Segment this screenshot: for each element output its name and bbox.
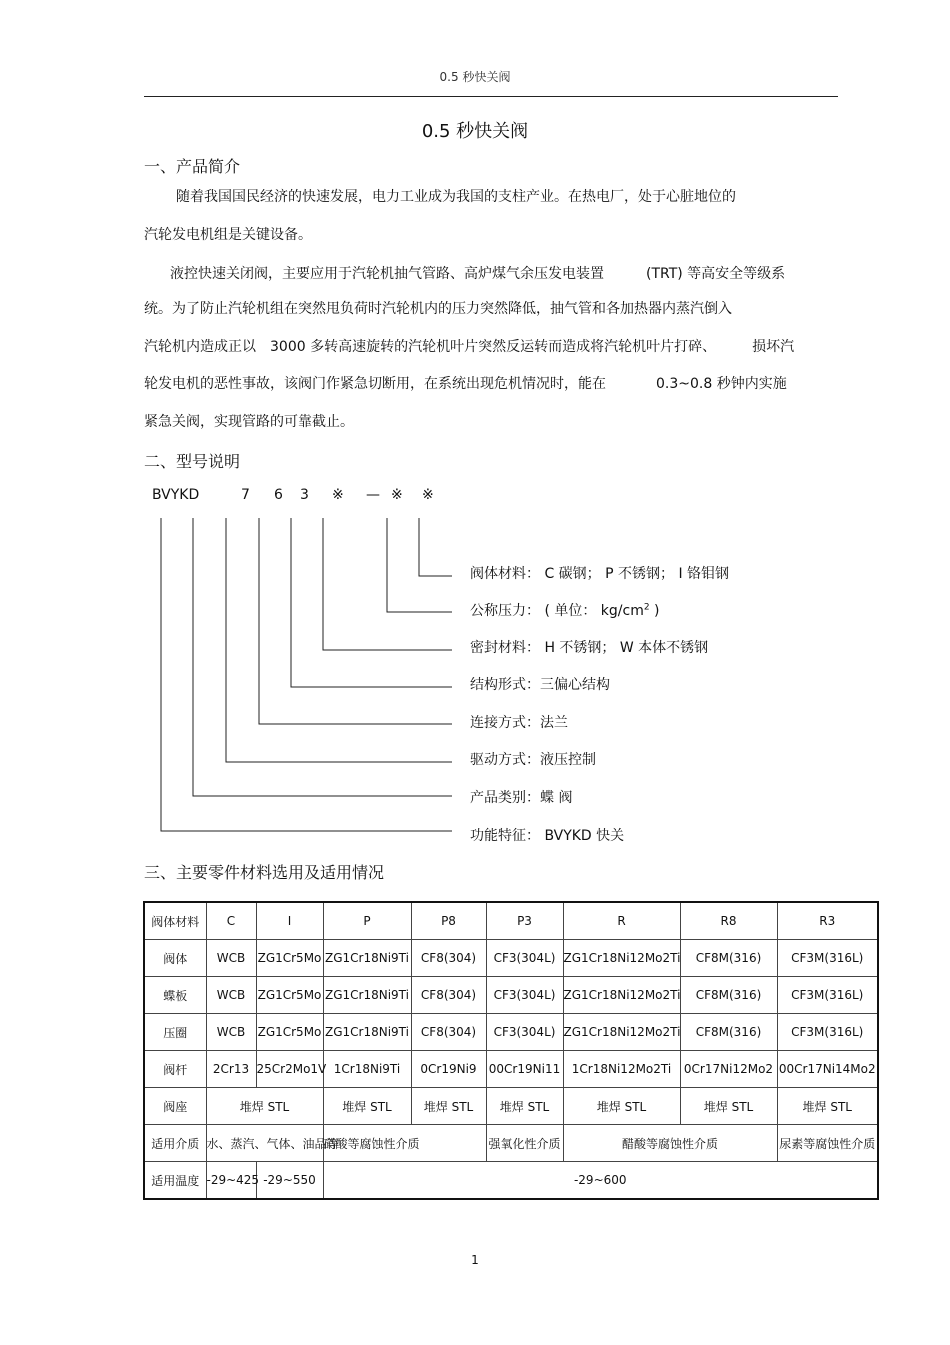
table-cell: 25Cr2Mo1V bbox=[256, 1051, 323, 1088]
table-cell: -29~600 bbox=[323, 1162, 878, 1200]
model-code-digit: 6 bbox=[274, 487, 283, 503]
model-code-digit: 7 bbox=[241, 487, 250, 503]
table-cell: CF3(304L) bbox=[486, 1014, 563, 1051]
paragraph-line: 紧急关阀，实现管路的可靠截止。 bbox=[144, 414, 354, 430]
table-cell: CF3(304L) bbox=[486, 977, 563, 1014]
table-cell: 2Cr13 bbox=[206, 1051, 256, 1088]
model-code-placeholder: ※ bbox=[391, 487, 403, 503]
table-cell: ZG1Cr18Ni12Mo2Ti bbox=[563, 940, 680, 977]
table-cell: CF3M(316L) bbox=[777, 977, 878, 1014]
table-cell: CF8M(316) bbox=[680, 977, 777, 1014]
label-text: 公称压力： ( 单位： kg/cm bbox=[470, 603, 644, 619]
model-code-digit: 3 bbox=[300, 487, 309, 503]
table-cell: ZG1Cr18Ni9Ti bbox=[323, 940, 411, 977]
document-title: 0.5 秒快关阀 bbox=[421, 121, 529, 142]
table-header-cell: R8 bbox=[680, 902, 777, 940]
table-cell: 阀体 bbox=[144, 940, 206, 977]
table-cell: ZG1Cr18Ni12Mo2Ti bbox=[563, 1014, 680, 1051]
table-row-temperature bbox=[144, 1162, 878, 1200]
leader-line-body-material bbox=[419, 518, 452, 576]
table-cell: 1Cr18Ni12Mo2Ti bbox=[563, 1051, 680, 1088]
table-row-medium bbox=[144, 1125, 878, 1162]
table-header-cell: P8 bbox=[411, 902, 486, 940]
model-code-placeholder: ※ bbox=[332, 487, 344, 503]
intro-paragraph-line: 汽轮发电机组是关键设备。 bbox=[144, 227, 312, 243]
label-nominal-pressure bbox=[470, 600, 660, 620]
table-cell: -29~425 bbox=[206, 1162, 256, 1200]
model-code-prefix: BVYKD bbox=[152, 487, 200, 503]
table-cell: 蝶板 bbox=[144, 977, 206, 1014]
superscript: 2 bbox=[643, 602, 650, 613]
table-row bbox=[144, 1014, 878, 1051]
leader-line-connection bbox=[259, 518, 452, 724]
table-cell: 堆焊 STL bbox=[563, 1088, 680, 1125]
table-cell: ZG1Cr5Mo bbox=[256, 977, 323, 1014]
table-cell: CF3M(316L) bbox=[777, 940, 878, 977]
table-cell: ZG1Cr18Ni9Ti bbox=[323, 1014, 411, 1051]
table-row bbox=[144, 1051, 878, 1088]
running-header: 0.5 秒快关阀 bbox=[439, 70, 511, 84]
table-row-seat bbox=[144, 1088, 878, 1125]
table-cell: 醋酸等腐蚀性介质 bbox=[563, 1125, 777, 1162]
table-cell: ZG1Cr5Mo bbox=[256, 940, 323, 977]
text-run: 液控快速关闭阀，主要应用于汽轮机抽气管路、高炉煤气余压发电装置 bbox=[170, 266, 604, 282]
table-cell: 0Cr17Ni12Mo2 bbox=[680, 1051, 777, 1088]
table-cell: CF8(304) bbox=[411, 1014, 486, 1051]
table-header-cell: P3 bbox=[486, 902, 563, 940]
table-cell: 尿素等腐蚀性介质 bbox=[777, 1125, 878, 1162]
table-header-cell: R3 bbox=[777, 902, 878, 940]
section-heading-intro: 一、产品简介 bbox=[144, 157, 241, 176]
table-cell: CF8M(316) bbox=[680, 940, 777, 977]
text-run: 损坏汽 bbox=[752, 339, 795, 355]
table-row bbox=[144, 940, 878, 977]
table-cell: 堆焊 STL bbox=[411, 1088, 486, 1125]
table-cell: 阀座 bbox=[144, 1088, 206, 1125]
table-cell: WCB bbox=[206, 1014, 256, 1051]
leader-line-structure bbox=[291, 518, 452, 687]
label-seal-material: 密封材料： H 不锈钢； W 本体不锈钢 bbox=[470, 640, 709, 656]
table-cell: CF8(304) bbox=[411, 940, 486, 977]
section-heading-model: 二、型号说明 bbox=[144, 452, 241, 471]
label-tail: ) bbox=[649, 603, 660, 619]
model-code-dash: — bbox=[366, 487, 380, 503]
model-code-placeholder: ※ bbox=[422, 487, 434, 503]
table-cell: WCB bbox=[206, 977, 256, 1014]
table-cell: 水、蒸汽、气体、油品等 bbox=[206, 1125, 323, 1162]
table-header-cell: P bbox=[323, 902, 411, 940]
table-cell: CF8(304) bbox=[411, 977, 486, 1014]
paragraph-line: 统。为了防止汽轮机组在突然甩负荷时汽轮机内的压力突然降低，抽气管和各加热器内蒸汽倒入 bbox=[144, 301, 732, 317]
table-header-cell: 阀体材料 bbox=[144, 902, 206, 940]
table-header-cell: C bbox=[206, 902, 256, 940]
table-cell: 堆焊 STL bbox=[680, 1088, 777, 1125]
table-cell: 1Cr18Ni9Ti bbox=[323, 1051, 411, 1088]
table-cell: 堆焊 STL bbox=[777, 1088, 878, 1125]
table-cell: CF8M(316) bbox=[680, 1014, 777, 1051]
table-cell: ZG1Cr5Mo bbox=[256, 1014, 323, 1051]
table-cell: 0Cr19Ni9 bbox=[411, 1051, 486, 1088]
table-cell: 适用温度 bbox=[144, 1162, 206, 1200]
table-cell: 00Cr17Ni14Mo2 bbox=[777, 1051, 878, 1088]
table-cell: 堆焊 STL bbox=[486, 1088, 563, 1125]
label-connection: 连接方式：法兰 bbox=[470, 715, 568, 731]
text-run: (TRT) 等高安全等级系 bbox=[646, 266, 786, 282]
table-cell: ZG1Cr18Ni9Ti bbox=[323, 977, 411, 1014]
label-category: 产品类别：蝶 阀 bbox=[470, 790, 573, 806]
label-body-material: 阀体材料： C 碳钢； P 不锈钢； I 铬钼钢 bbox=[470, 566, 730, 582]
table-header-cell: R bbox=[563, 902, 680, 940]
table-header-cell: I bbox=[256, 902, 323, 940]
label-drive: 驱动方式：液压控制 bbox=[470, 752, 596, 768]
leader-line-function bbox=[161, 518, 452, 831]
table-cell: 压圈 bbox=[144, 1014, 206, 1051]
intro-paragraph-line: 随着我国国民经济的快速发展，电力工业成为我国的支柱产业。在热电厂，处于心脏地位的 bbox=[176, 189, 736, 205]
table-cell: 00Cr19Ni11 bbox=[486, 1051, 563, 1088]
table-cell: 堆焊 STL bbox=[206, 1088, 323, 1125]
table-cell: 适用介质 bbox=[144, 1125, 206, 1162]
table-cell: CF3(304L) bbox=[486, 940, 563, 977]
text-run: 汽轮机内造成正以 bbox=[144, 339, 256, 355]
leader-line-drive bbox=[226, 518, 452, 762]
table-row bbox=[144, 977, 878, 1014]
table-cell: -29~550 bbox=[256, 1162, 323, 1200]
table-cell: 阀杆 bbox=[144, 1051, 206, 1088]
text-run: 3000 多转高速旋转的汽轮机叶片突然反运转而造成将汽轮机叶片打碎、 bbox=[270, 339, 717, 355]
table-cell: 堆焊 STL bbox=[323, 1088, 411, 1125]
text-run: 0.3~0.8 秒钟内实施 bbox=[656, 376, 787, 392]
page-number: 1 bbox=[471, 1253, 479, 1267]
section-heading-materials: 三、主要零件材料选用及适用情况 bbox=[144, 863, 385, 882]
materials-table bbox=[143, 901, 879, 1200]
table-header-row bbox=[144, 902, 878, 940]
label-function: 功能特征： BVYKD 快关 bbox=[470, 828, 625, 844]
table-cell: ZG1Cr18Ni12Mo2Ti bbox=[563, 977, 680, 1014]
table-cell: 强氧化性介质 bbox=[486, 1125, 563, 1162]
table-cell: WCB bbox=[206, 940, 256, 977]
text-run: 轮发电机的恶性事故，该阀门作紧急切断用，在系统出现危机情况时，能在 bbox=[144, 376, 606, 392]
label-structure: 结构形式：三偏心结构 bbox=[470, 677, 610, 693]
table-cell: 硝酸等腐蚀性介质 bbox=[323, 1125, 486, 1162]
table-cell: CF3M(316L) bbox=[777, 1014, 878, 1051]
